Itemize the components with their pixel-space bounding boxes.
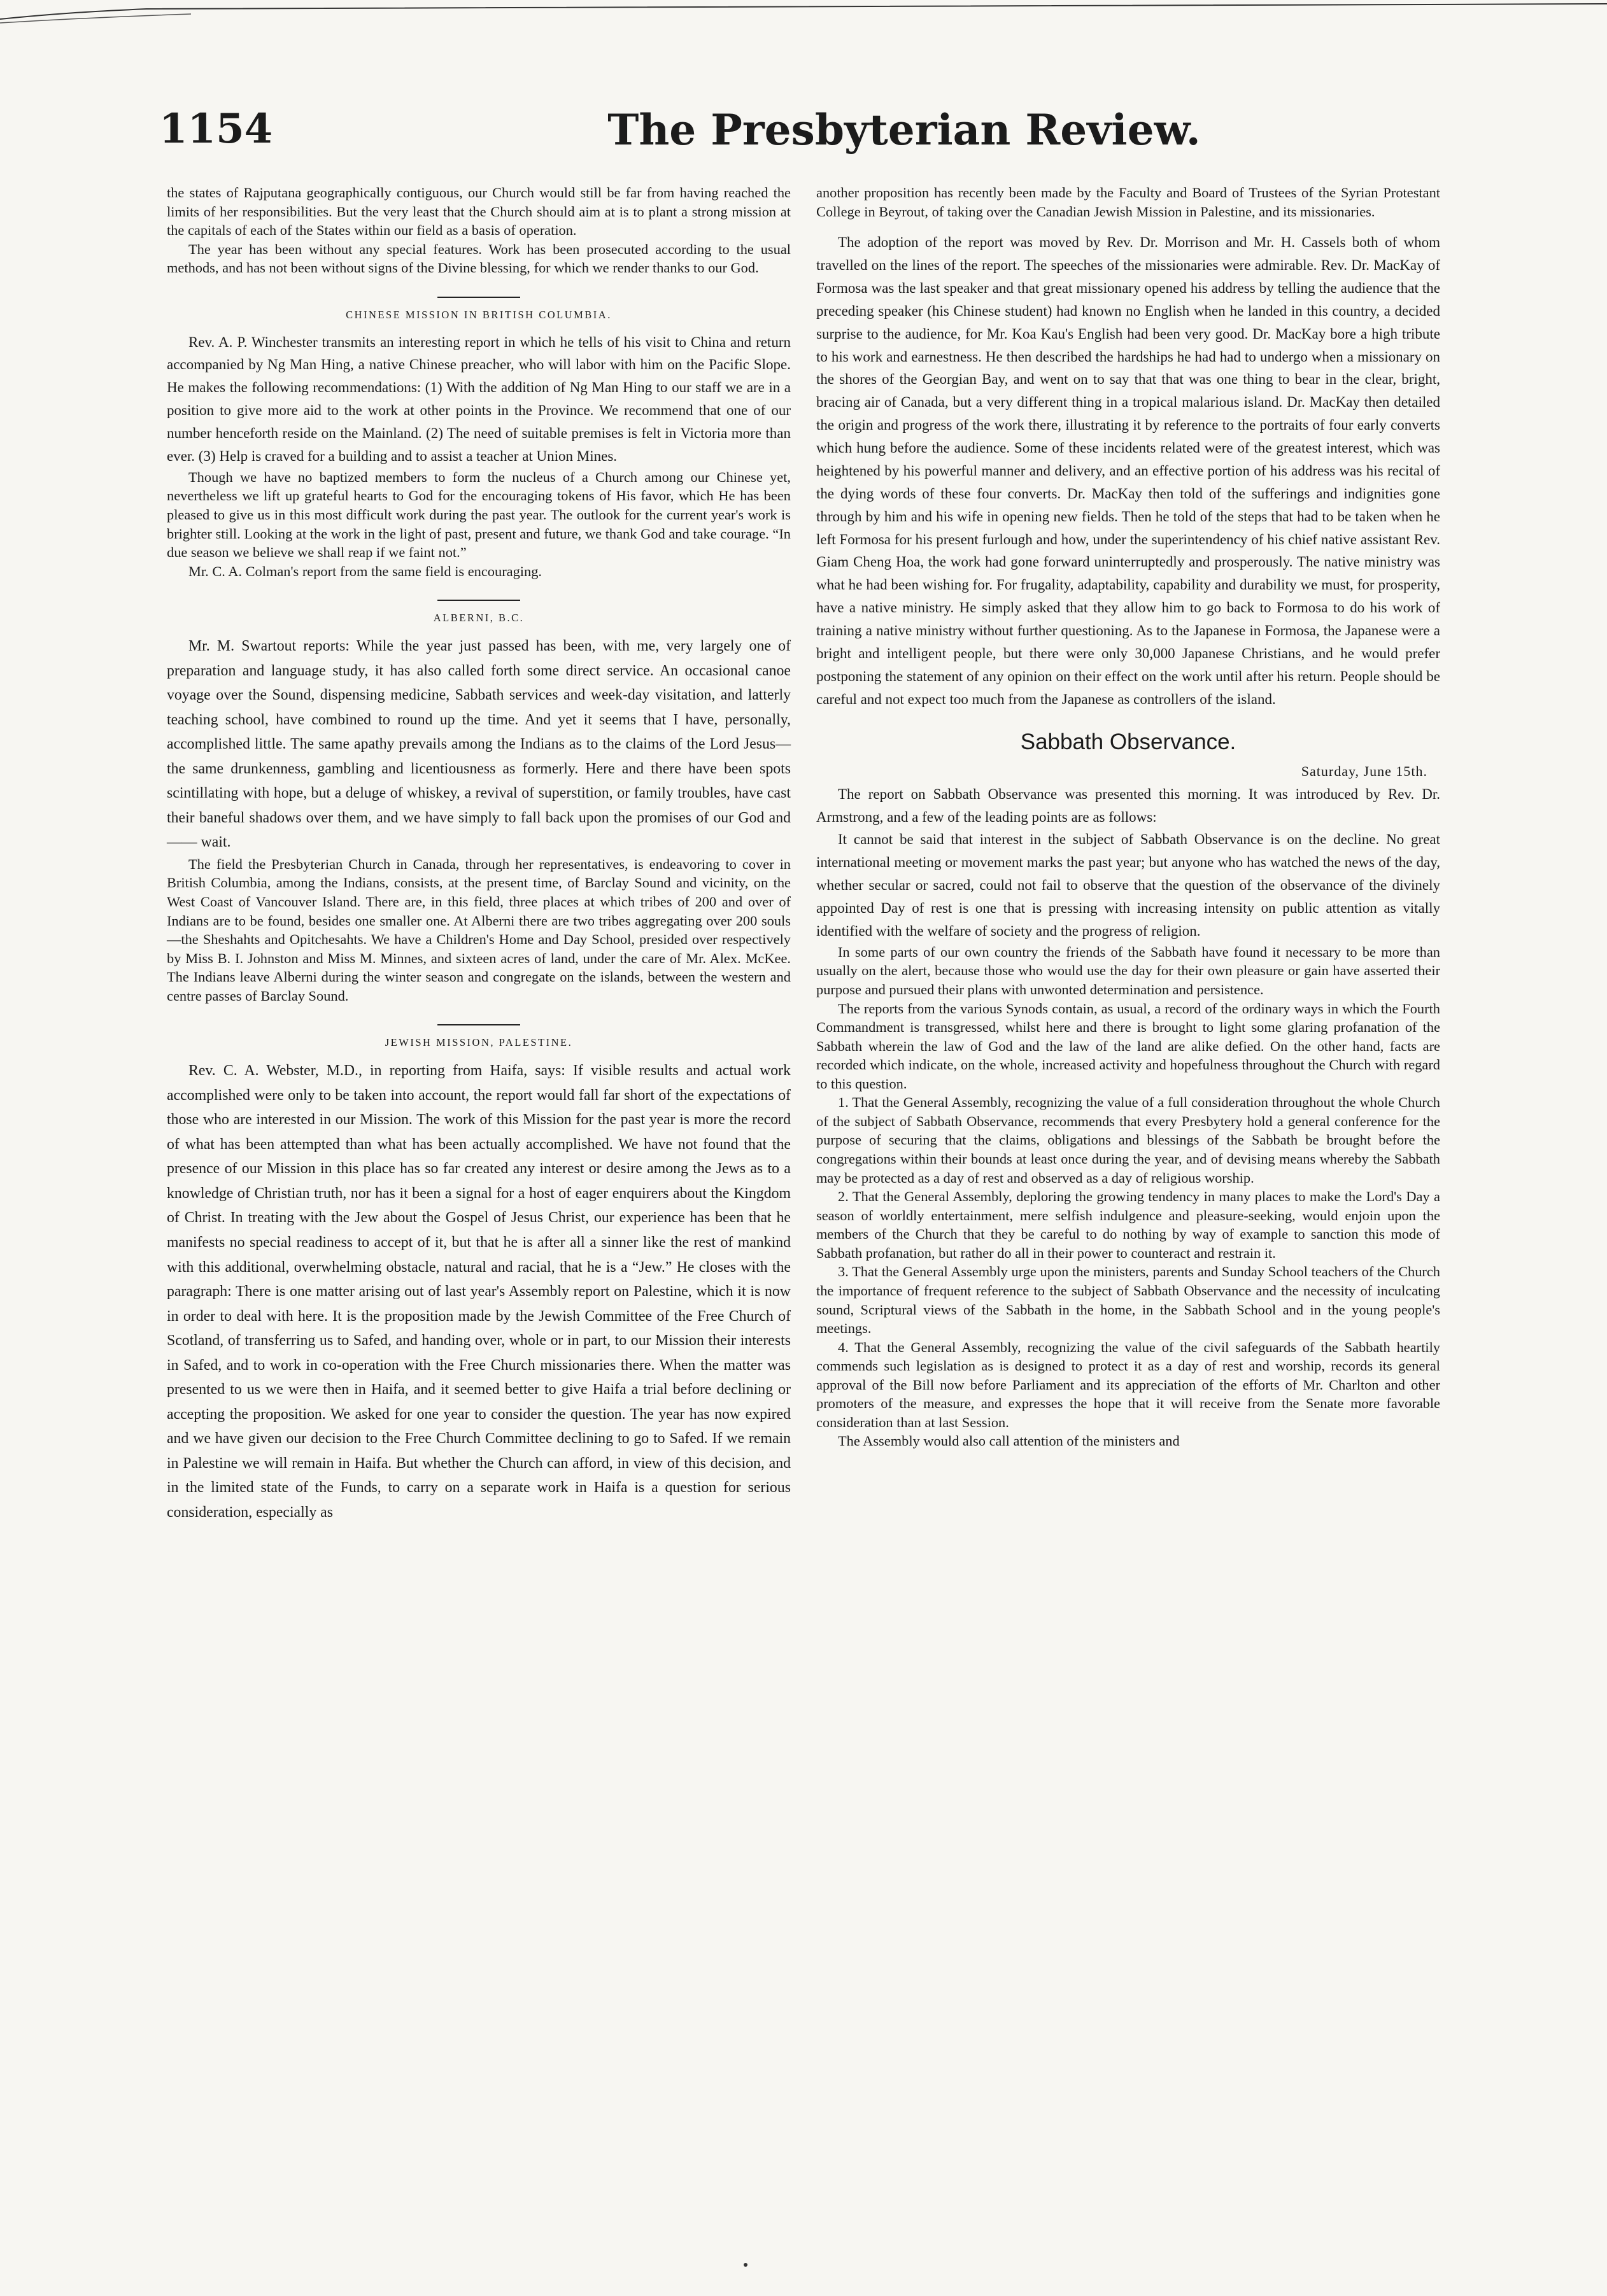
paragraph: another proposition has recently been made by the Faculty and Board of Trustees of the Syrian Protestant College in Beyrout, of taking over the Canadian Jewish Mission in Palestine, and its missionaries.	[816, 185, 1440, 220]
section-rule	[437, 297, 520, 298]
scanned-top-edge	[0, 0, 1607, 38]
left-column	[167, 183, 791, 1525]
paragraph: Though we have no baptized members to form the nucleus of a Church among our Chinese yet, nevertheless we lift up grateful hearts to God for the encouraging tokens of His favor, which He has been pleased to give us in this most difficult work during the past year. The outlook for the current year's work is brighter still. Looking at the work in the light of past, present and future, we thank God and take courage. “In due season we believe we shall reap if we faint not.”	[167, 468, 791, 561]
paragraph: In some parts of our own country the friends of the Sabbath have found it necessary to be more than usually on the alert, because those who would use the day for their own pleasure or gain have asserted their purpose and pursued their plans with unwonted determination and persistence.	[816, 943, 1440, 997]
section-heading-alberni: ALBERNI, B.C.	[433, 612, 525, 624]
paragraph: 2. That the General Assembly, deploring the growing tendency in many places to make the Lord's Day a season of worldly entertainment, mere selfish indulgence and pleasure-seeking, would enjoin upon the members of the Church that they be careful to do nothing by way of example to sanction this mode of Sabbath profanation, but rather do all in their power to counteract and restrain it.	[816, 1188, 1440, 1261]
paragraph: The field the Presbyterian Church in Canada, through her representatives, is endeavoring to cover in British Columbia, among the Indians, consists, at the present time, of Barclay Sound and vicinity, on the West Coast of Vancouver Island. There are, in this field, three places at which tribes of 200 and over of Indians are to be found, besides one smaller one. At Alberni there are two tribes aggregating over 200 souls—the Sheshahts and Opitchesahts. We have a Children's Home and Day School, presided over respectively by Miss B. I. Johnston and Miss M. Minnes, and sixteen acres of land, under the care of Mr. Alex. McKee. The Indians leave Alberni during the winter season and congregate on the islands, between the western and centre passes of Barclay Sound.	[167, 856, 791, 1004]
paragraph: Mr. C. A. Colman's report from the same field is encouraging.	[188, 563, 542, 579]
print-mark	[744, 2263, 747, 2267]
running-title: The Presbyterian Review.	[607, 105, 1201, 155]
paragraph: Mr. M. Swartout reports: While the year just passed has been, with me, very largely one of preparation and language study, it has also called forth some direct service. An occasional canoe voyage over the Sound, dispensing medicine, Sabbath services and week-day visitation, and latterly teaching school, have combined to round up the time. And yet it seems that I have, personally, accomplished little. The same apathy prevails among the Indians as to the claims of the Lord Jesus—the same drunkenness, gambling and licentiousness as formerly. Here and there have been spots scintillating with hope, but a deluge of whiskey, a revival of superstition, or family troubles, have cast their baneful shadows over them, and we have simply to fall back upon the promises of our God and —— wait.	[167, 637, 791, 851]
section-rule	[437, 1024, 520, 1025]
section-heading-chinese-mission: CHINESE MISSION IN BRITISH COLUMBIA.	[346, 308, 612, 321]
section-rule	[437, 600, 520, 601]
paragraph: Rev. C. A. Webster, M.D., in reporting from Haifa, says: If visible results and actual work accomplished were only to be taken into account, the report would fall far short of the expectations of those who are interested in our Mission. The work of this Mission for the past year is more the record of what has been attempted than what has been actually accomplished. We have not found that the presence of our Mission in this place has so far created any interest or desire among the Jews as to a knowledge of Christian truth, nor has it been a signal for a host of eager enquirers about the Kingdom of Christ. In treating with the Jew about the Gospel of Jesus Christ, our experience has been that he manifests no special readiness to accept of it, but that he is after all a sinner like the rest of mankind with this additional, overwhelming obstacle, natural and racial, that he is a “Jew.” He closes with the paragraph: There is one matter arising out of last year's Assembly report on Palestine, which it is now in order to deal with here. It is the proposition made by the Jewish Committee of the Free Church of Scotland, of transferring us to Safed, and handing over, whole or in part, to our Mission their interests in Safed, and to work in co-operation with the Free Church missionaries there. When the matter was presented to us we were then in Haifa, and it seemed better to give Haifa a trial before declining or accepting the proposition. We asked for one year to consider the question. The year has now expired and we have given our decision to the Free Church Committee declining to go to Safed. If we remain in Palestine we will remain in Haifa. But whether the Church can afford, in view of this decision, and in the limited state of the Funds, to carry on a separate work in Haifa is a question for serious consideration, especially as	[167, 1062, 791, 1521]
paragraph: 1. That the General Assembly, recognizing the value of a full consideration throughout the whole Church of the subject of Sabbath Observance, recommends that every Presbytery hold a general conference for the purpose of securing that the claims, obligations and blessings of the Sabbath be brought before the congregations within their bounds at least once during the year, and of devising means whereby the Sabbath may be protected as a day of rest and observed as a day of religious worship.	[816, 1094, 1440, 1186]
paragraph: The year has been without any special features. Work has been prosecuted according to the usual methods, and has not been without signs of the Divine blessing, for which we render thanks to our God.	[167, 241, 791, 276]
paragraph: It cannot be said that interest in the subject of Sabbath Observance is on the decline. No great international meeting or movement marks the past year; but anyone who has watched the news of the day, whether secular or sacred, could not fail to observe that the question of the observance of the divinely appointed Day of rest is one that is pressing with increasing intensity on public attention as vitally identified with the welfare of society and the progress of religion.	[816, 831, 1440, 939]
paragraph: The adoption of the report was moved by Rev. Dr. Morrison and Mr. H. Cassels both of whom travelled on the lines of the report. The speeches of the missionaries were admirable. Rev. Dr. MacKay of Formosa was the last speaker and that great missionary opened his address by telling the audience that the preceding speaker (his Chinese student) had known no English when he landed in this country, a decided surprise to the audience, for Mr. Koa Kau's English had been very good. Dr. MacKay bore a high tribute to his work and earnestness. He then described the hardships he had had to undergo when a missionary on the shores of the Georgian Bay, and went on to say that that was one thing to bear in the clear, bright, bracing air of Canada, but a very different thing in a tropical malarious island. Dr. MacKay then detailed the origin and progress of the work there, illustrating it by reference to the portraits of four early converts which hung before the audience. Some of these incidents related were of the greatest interest, which was heightened by his powerful manner and delivery, and an effective portion of his address was his recital of the dying words of these four converts. Dr. MacKay then told of the sufferings and indignities gone through by him and his wife in opening new fields. Then he told of the steps that had to be taken when he left Formosa for his present furlough and how, under the superintendency of his chief native assistant Rev. Giam Cheng Hoa, the work had gone forward uninterruptedly and prosperously. The native ministry was what he had been wishing for. For frugality, adaptability, capability and durability we must, for prosperity, have a native ministry. He simply asked that they allow him to go back to Formosa to do his work of training a native ministry without further questioning. As to the Japanese in Formosa, the Japanese were a bright and intelligent people, but there were only 30,000 Japanese Christians, and he would prefer postponing the statement of any opinion on their effect on the work until after his return. People should be careful and not expect too much from the Japanese as controllers of the island.	[816, 234, 1440, 707]
section-heading-sabbath-observance: Sabbath Observance.	[1020, 729, 1236, 754]
paragraph: Rev. A. P. Winchester transmits an interesting report in which he tells of his visit to China and return accompanied by Ng Man Hing, a native Chinese preacher, who will labor with him on the Pacific Slope. He makes the following recommendations: (1) With the addition of Ng Man Hing to our staff we are in a position to give more aid to the work at other points in the Province. We recommend that one of our number henceforth reside on the Mainland. (2) The need of suitable premises is felt in Victoria more than ever. (3) Help is craved for a building and to assist a teacher at Union Mines.	[167, 334, 791, 464]
section-heading-jewish-mission: JEWISH MISSION, PALESTINE.	[385, 1036, 573, 1049]
dateline: Saturday, June 15th.	[1301, 763, 1427, 779]
paragraph: 3. That the General Assembly urge upon the ministers, parents and Sunday School teachers of the Church the importance of frequent reference to the subject of Sabbath Observance and the necessity of inculcating sound, Scriptural views of the Sabbath in the home, in the Sabbath School and in the young people's meetings.	[816, 1264, 1440, 1337]
right-column	[816, 183, 1440, 1451]
paragraph: The report on Sabbath Observance was presented this morning. It was introduced by Rev. Dr. Armstrong, and a few of the leading points are as follows:	[816, 785, 1440, 825]
paragraph: The reports from the various Synods contain, as usual, a record of the ordinary ways in which the Fourth Commandment is transgressed, whilst here and there is brought to light some glaring profanation of the Sabbath wherein the law of God and the law of the land are alike defied. On the other hand, facts are recorded which indicate, on the whole, increased activity and hopefulness throughout the Church with regard to this question.	[816, 1000, 1440, 1092]
paragraph: 4. That the General Assembly, recognizing the value of the civil safeguards of the Sabbath heartily commends such legislation as is designed to protect it as a day of rest and worship, records its general approval of the Bill now before Parliament and its appreciation of the efforts of Mr. Charlton and other promoters of the measure, and expresses the hope that it will receive from the Senate more favorable consideration than at last Session.	[816, 1339, 1440, 1430]
page-number: 1154	[159, 105, 273, 153]
paragraph: The Assembly would also call attention of the ministers and	[838, 1433, 1180, 1449]
paragraph: the states of Rajputana geographically contiguous, our Church would still be far from having reached the limits of her responsibilities. But the very least that the Church should aim at is to plant a strong mission at the capitals of each of the States within our field as a basis of operation.	[167, 185, 791, 239]
page-header	[159, 105, 1452, 175]
